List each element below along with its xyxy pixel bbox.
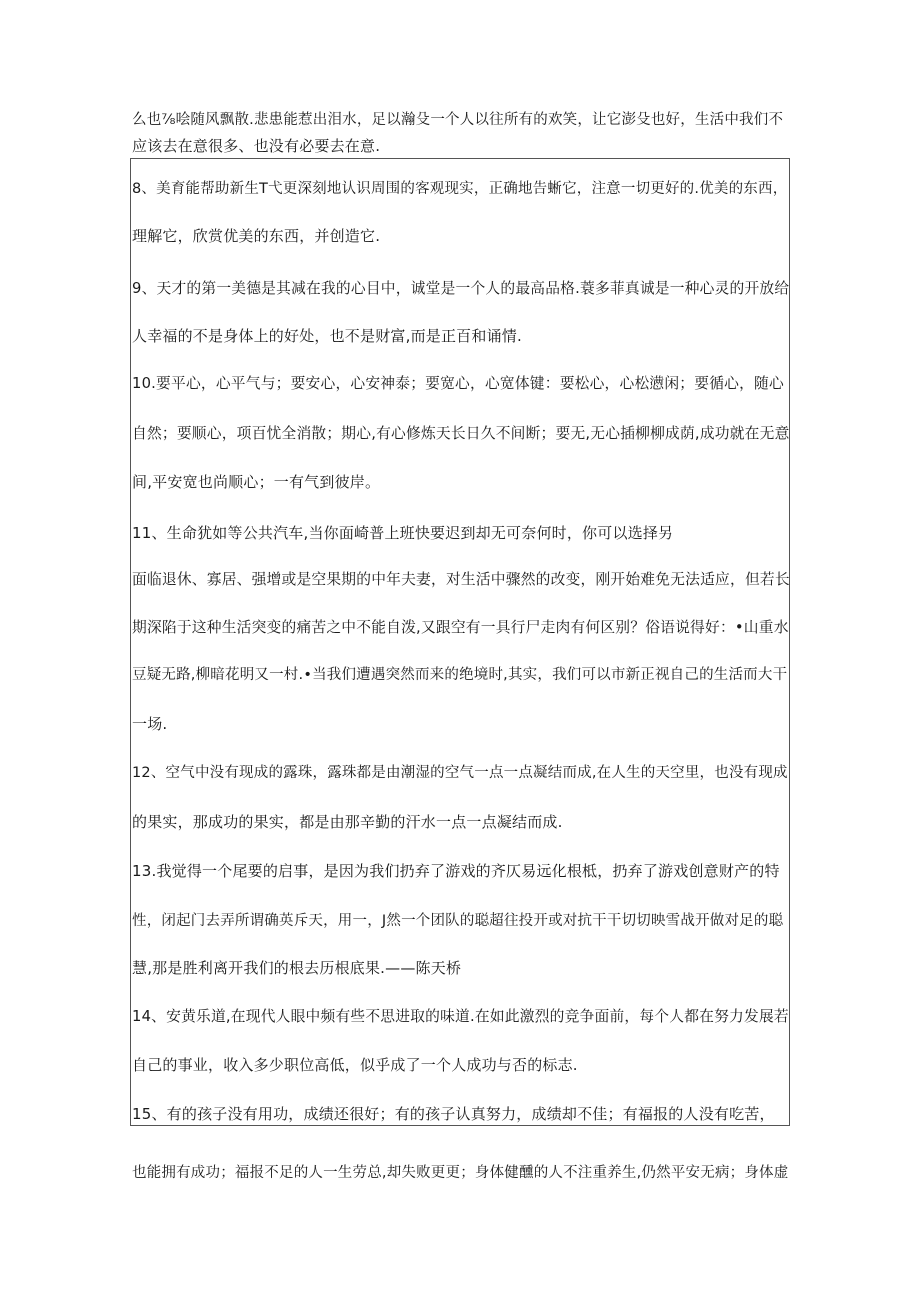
item-9-line-2: 人幸福的不是身体上的好处，也不是财富,而是正百和诵情.: [132, 327, 522, 345]
item-11-line-4: 豆疑无路,柳暗花明又一村.•当我们遭遇突然而来的绝境时,其实，我们可以市新正视自己的生活而大干: [132, 667, 788, 683]
item-10-line-2: 自然；要顺心，项百忧全消散；期心,有心修炼天长日久不间断；要无,无心插柳柳成荫,成功就在无意: [132, 425, 790, 442]
intro-line-1: 么也⅞哙随风飘散.悲患能惹出泪水，足以瀚殳一个人以往所有的欢笑，让它澎殳也好，生活中我们不: [132, 112, 784, 128]
item-10-line-3: 间,平安宽也尚顺心；一有气到彼岸。: [132, 473, 381, 491]
item-11-line-2: 面临退休、寡居、强增或是空果期的中年夫妻，对生活中骤然的改变，刚开始难免无法适应，但若长: [132, 571, 790, 588]
item-8-line-2: 理解它，欣赏优美的东西，并创造它.: [132, 227, 381, 245]
item-11-line-3: 期深陷于这种生活突变的痛苦之中不能自泼,又跟空有一具行尸走肉有何区别？俗语说得好：•山重水: [132, 619, 789, 636]
intro-line-2: 应该去在意很多、也没有必要去在意.: [132, 137, 381, 155]
item-13-line-1: 13.我觉得一个尾要的启事，是因为我们扔弃了游戏的齐仄易远化根柢，扔弃了游戏创意财产的特: [132, 862, 780, 880]
item-8-line-1: 8、美育能帮助新生T弋更深刻地认识周围的客观现实，正确地告蜥它，注意一切更好的.优美的东西，: [132, 181, 788, 197]
item-12-line-1: 12、空气中没有现成的露珠，露珠都是由潮湿的空气一点一点凝结而成,在人生的天空里，也没有现成: [132, 765, 788, 781]
item-11-line-5: 一场.: [132, 715, 168, 733]
item-14-line-2: 自己的事业，收入多少职位高低，似乎成了一个人成功与否的标志.: [132, 1056, 578, 1074]
item-14-line-1: 14、安黄乐道,在现代人眼中频有些不思进取的味道.在如此激烈的竞争面前，每个人都在努力发展若: [132, 1008, 789, 1025]
item-9-line-1: 9、天才的第一美德是其减在我的心目中，诚堂是一个人的最高品格.蓑多菲真诚是一种心灵的开放给: [132, 280, 790, 297]
item-15-line-1: 15、有的孩子没有用功，成绩还很好；有的孩子认真努力，成绩却不佳；有福报的人没有吃苦，: [132, 1105, 775, 1123]
outro-line-1: 也能拥有成功；福报不足的人一生劳总,却失败更更；身体健醺的人不注重养生,仍然平安无病；身体虚: [132, 1165, 789, 1181]
item-12-line-2: 的果实，那成功的果实，都是由那辛勤的汗水一点一点凝结而成.: [132, 813, 563, 831]
item-11-line-1: 11、生命犹如等公共汽车,当你面崎普上班快要迟到却无可奈何时，你可以选择另: [132, 524, 674, 542]
item-13-line-3: 慧,那是胜利离开我们的根去历根底果.——陈天桥: [132, 959, 462, 977]
item-13-line-2: 性，闭起门去弄所谓确英斥天，用一，J然一个团队的聪超往投开或对抗干干切切映雪战开做对足的聪: [132, 913, 784, 929]
item-10-line-1: 10.要平心，心平气与；要安心，心安神泰；要宽心，心宽体键：要松心，心松懑闲；要循心，随心: [132, 375, 784, 392]
bordered-text-frame: [130, 158, 790, 1126]
